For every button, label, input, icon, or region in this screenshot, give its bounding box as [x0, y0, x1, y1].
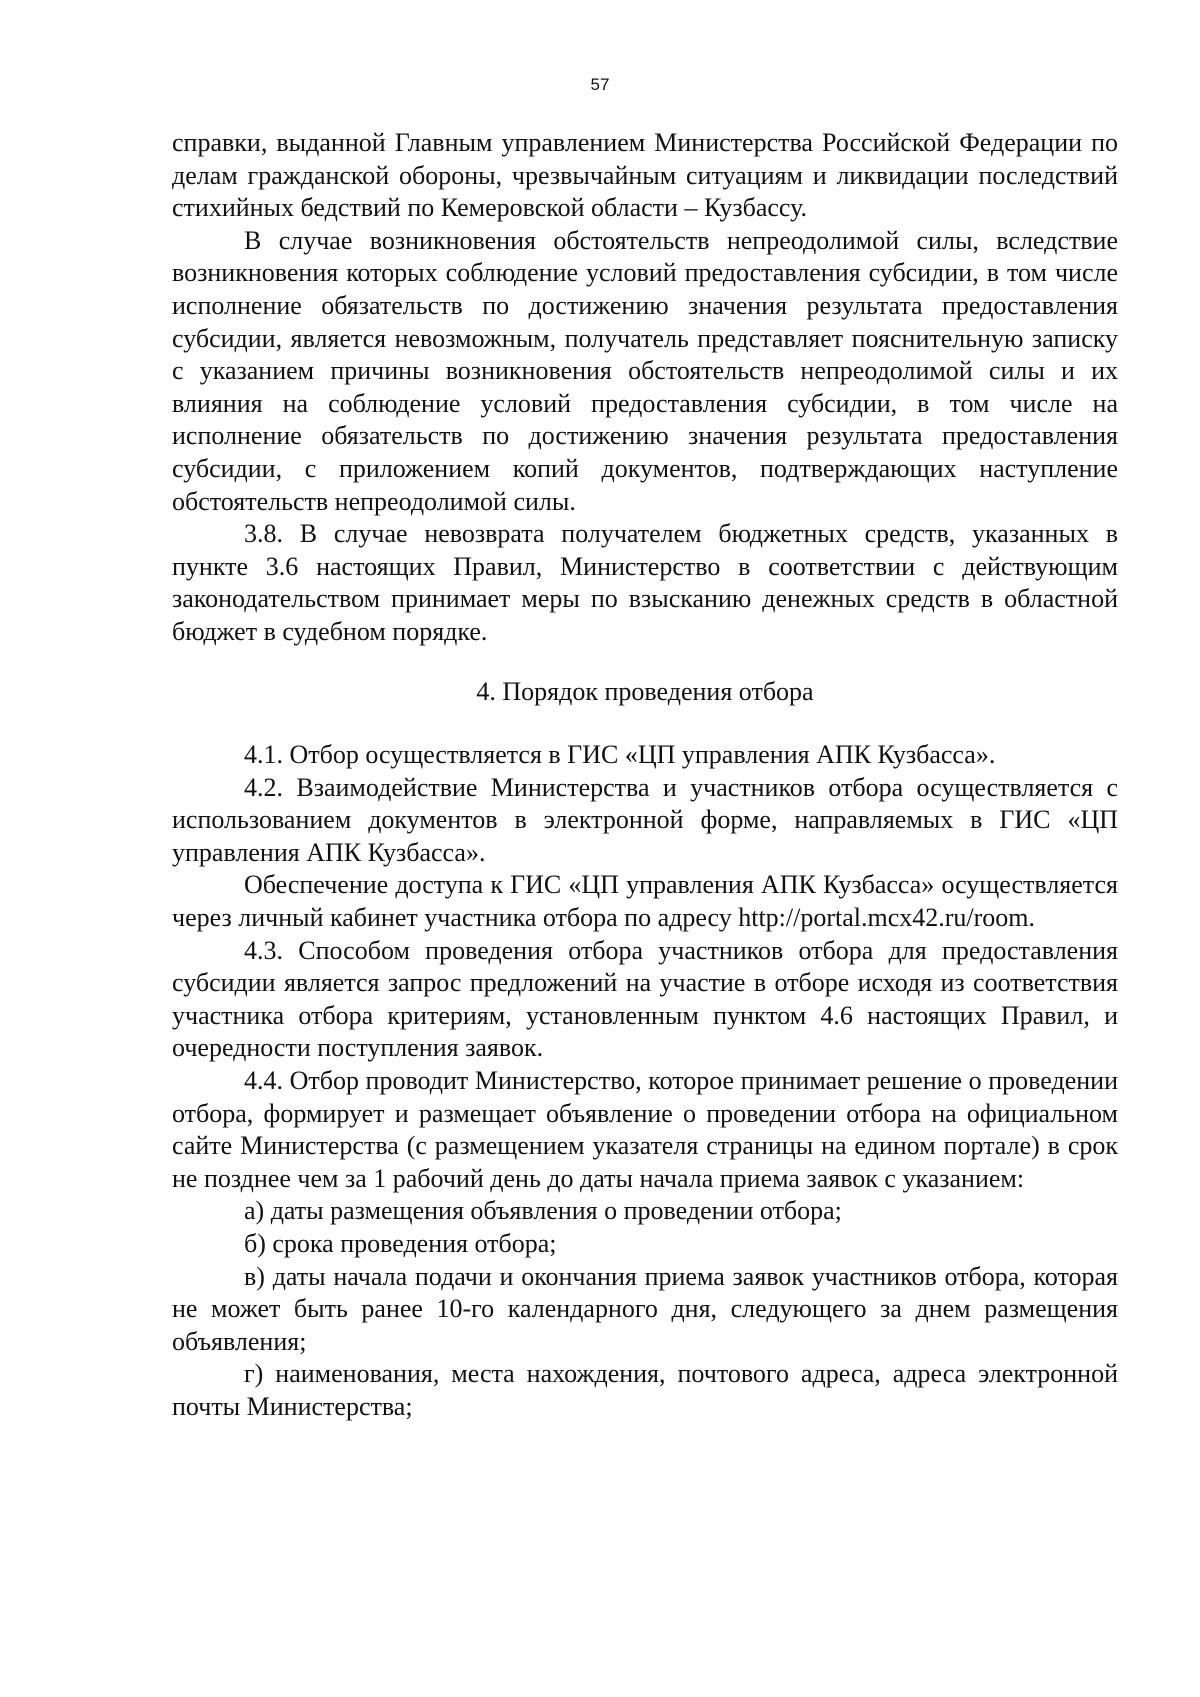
paragraph-access: Обеспечение доступа к ГИС «ЦП управления АПК Кузбасса» осуществляется через личный кабинет участника отбора по адресу http://portal.mcx42.ru/room. [172, 870, 1118, 933]
paragraph-3-8: 3.8. В случае невозврата получателем бюджетных средств, указанных в пункте 3.6 настоящих Правил, Министерство в соответствии с действующим законодательством принимает меры по взысканию денежных средств в областной бюджет в судебном порядке. [172, 519, 1118, 646]
paragraph-4-2: 4.2. Взаимодействие Министерства и участников отбора осуществляется с использованием документов в электронной форме, направляемых в ГИС «ЦП управления АПК Кузбасса». [172, 772, 1118, 867]
list-item-g: г) наименования, места нахождения, почтового адреса, адреса электронной почты Министерства; [172, 1359, 1118, 1421]
list-item-v: в) даты начала подачи и окончания приема заявок участников отбора, которая не может быть ранее 10-го календарного дня, следующего за днем размещения объявления; [172, 1261, 1118, 1356]
document-body [172, 127, 1118, 1424]
paragraph-4-4: 4.4. Отбор проводит Министерство, которое принимает решение о проведении отбора, формирует и размещает объявление о проведении отбора на официальном сайте Министерства (с размещением указателя страницы на едином портале) в срок не позднее чем за 1 рабочий день до даты начала приема заявок с указанием: [172, 1066, 1118, 1193]
paragraph-force-majeure: В случае возникновения обстоятельств непреодолимой силы, вследствие возникновения которых соблюдение условий предоставления субсидии, в том числе исполнение обязательств по достижению значения результата предоставления субсидии, является невозможным, получатель представляет пояснительную записку с указанием причины возникновения обстоятельств непреодолимой силы и их влияния на соблюдение условий предоставления субсидии, в том числе на исполнение обязательств по достижению значения результата предоставления субсидии, с приложением копий документов, подтверждающих наступление обстоятельств непреодолимой силы. [172, 225, 1118, 516]
page-number: 57 [590, 75, 610, 94]
section-heading: 4. Порядок проведения отбора [476, 676, 814, 706]
paragraph-continuation: справки, выданной Главным управлением Министерства Российской Федерации по делам гражданской обороны, чрезвычайным ситуациям и ликвидации последствий стихийных бедствий по Кемеровской области – Кузбассу. [172, 128, 1118, 223]
paragraph-4-1: 4.1. Отбор осуществляется в ГИС «ЦП управления АПК Кузбасса». [244, 740, 996, 770]
paragraph-4-3: 4.3. Способом проведения отбора участников отбора для предоставления субсидии является запрос предложений на участие в отборе исходя из соответствия участника отбора критериям, установленным пунктом 4.6 настоящих Правил, и очередности поступления заявок. [172, 935, 1118, 1063]
list-item-a: а) даты размещения объявления о проведении отбора; [244, 1196, 842, 1226]
list-item-b: б) срока проведения отбора; [244, 1229, 557, 1258]
